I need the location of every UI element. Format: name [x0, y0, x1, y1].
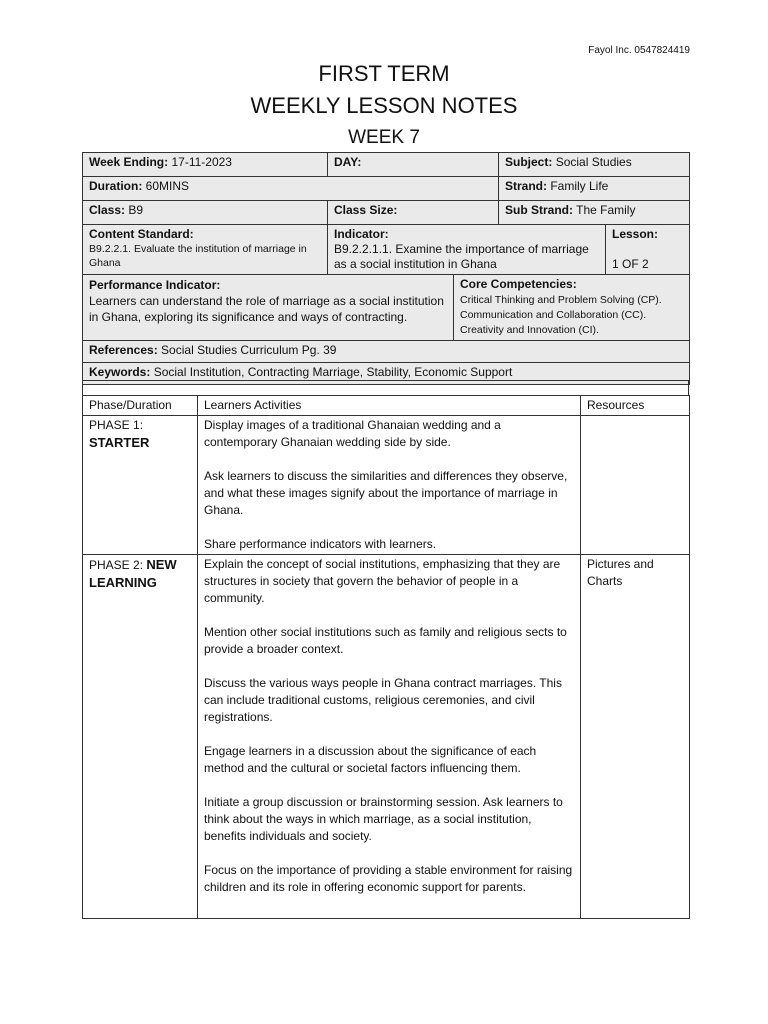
- class-label: Class:: [89, 203, 126, 217]
- references-value: Social Studies Curriculum Pg. 39: [161, 343, 337, 357]
- week-ending-value: 17-11-2023: [171, 155, 232, 169]
- class-value: B9: [128, 203, 144, 217]
- column-header-resources: Resources: [581, 396, 690, 416]
- table-row: [83, 416, 690, 555]
- lesson-activities-table: [82, 395, 690, 919]
- activity-item: Mention other social institutions such as family and religious sects to provide a broader context.: [204, 625, 567, 656]
- performance-indicator-value: Learners can understand the role of marriage as a social institution in Ghana, exploring its significance and ways of contracting.: [89, 294, 444, 324]
- references-label: References:: [89, 343, 158, 357]
- core-competency-item: Critical Thinking and Problem Solving (CP).: [460, 294, 662, 306]
- activity-item: Explain the concept of social institutions, emphasizing that they are structures in society that govern the behavior of people in a community.: [204, 557, 561, 605]
- contact-info: Fayol Inc. 0547824419: [588, 45, 690, 56]
- core-competency-item: Creativity and Innovation (CI).: [460, 324, 599, 336]
- activity-item: Focus on the importance of providing a stable environment for raising children and its role in offering economic support for parents.: [204, 863, 573, 894]
- phase1-resources: [581, 416, 690, 555]
- class-cell: [83, 201, 328, 225]
- class-size-cell: [328, 201, 499, 225]
- activity-item: Share performance indicators with learners.: [204, 537, 437, 551]
- activity-item: Initiate a group discussion or brainstorming session. Ask learners to think about the ways in which marriage, as a social institution, benefits individuals and society.: [204, 795, 563, 843]
- sub-strand-value: The Family: [576, 203, 636, 217]
- references-cell: [83, 341, 690, 363]
- column-header-phase: Phase/Duration: [83, 396, 198, 416]
- lesson-value: 1 OF 2: [612, 257, 649, 271]
- column-header-activities: Learners Activities: [198, 396, 581, 416]
- activity-item: Discuss the various ways people in Ghana contract marriages. This can include traditional customs, religious ceremonies, and civil registrations.: [204, 676, 562, 724]
- strand-label: Strand:: [505, 179, 547, 193]
- phase2-name-a: NEW: [146, 557, 177, 572]
- duration-label: Duration:: [89, 179, 143, 193]
- strand-value: Family Life: [550, 179, 609, 193]
- lesson-label: Lesson:: [612, 227, 659, 241]
- week-ending-label: Week Ending:: [89, 155, 169, 169]
- phase1-cell: [83, 416, 198, 555]
- subject-value: Social Studies: [555, 155, 632, 169]
- content-standard-cell: [83, 225, 328, 275]
- strand-cell: [499, 177, 690, 201]
- table-row: [83, 555, 690, 919]
- week-ending-cell: [83, 153, 328, 177]
- performance-indicator-cell: [83, 275, 454, 341]
- phase2-activities: [198, 555, 581, 919]
- keywords-label: Keywords:: [89, 365, 151, 379]
- day-cell: [328, 153, 499, 177]
- indicator-cell: [328, 225, 606, 275]
- activity-item: Ask learners to discuss the similarities and differences they observe, and what these images signify about the importance of marriage in Ghana.: [204, 469, 568, 517]
- phase1-activities: [198, 416, 581, 555]
- subject-label: Subject:: [505, 155, 553, 169]
- sub-strand-cell: [499, 201, 690, 225]
- core-competencies-label: Core Competencies:: [460, 277, 577, 291]
- keywords-value: Social Institution, Contracting Marriage, Stability, Economic Support: [153, 365, 513, 379]
- duration-value: 60MINS: [145, 179, 190, 193]
- phase2-cell: [83, 555, 198, 919]
- activity-item: Display images of a traditional Ghanaian wedding and a contemporary Ghanaian wedding side by side.: [204, 418, 501, 449]
- content-standard-value: B9.2.2.1. Evaluate the institution of marriage in Ghana: [89, 243, 307, 269]
- phase2-prefix: PHASE 2:: [89, 558, 144, 572]
- spacer-row: [82, 380, 689, 395]
- phase2-resources: Pictures and Charts: [581, 555, 690, 919]
- indicator-label: Indicator:: [334, 227, 389, 241]
- content-standard-label: Content Standard:: [89, 227, 194, 241]
- core-competency-item: Communication and Collaboration (CC).: [460, 309, 647, 321]
- document-subtitle: WEEKLY LESSON NOTES: [250, 93, 518, 118]
- performance-indicator-label: Performance Indicator:: [89, 278, 221, 292]
- subject-cell: [499, 153, 690, 177]
- phase1-prefix: PHASE 1:: [89, 418, 144, 432]
- day-label: DAY:: [334, 155, 362, 169]
- week-label: WEEK 7: [348, 127, 420, 148]
- document-title: FIRST TERM: [318, 61, 450, 86]
- phase1-name: STARTER: [89, 435, 150, 450]
- class-size-label: Class Size:: [334, 203, 398, 217]
- phase2-name-b: LEARNING: [89, 575, 157, 590]
- core-competencies-cell: [454, 275, 690, 341]
- sub-strand-label: Sub Strand:: [505, 203, 573, 217]
- lesson-cell: [606, 225, 690, 275]
- indicator-value: B9.2.2.1.1. Examine the importance of marriage as a social institution in Ghana: [334, 242, 589, 271]
- lesson-header-table: [82, 152, 690, 385]
- activity-item: Engage learners in a discussion about the significance of each method and the cultural or societal factors influencing them.: [204, 744, 537, 775]
- duration-cell: [83, 177, 499, 201]
